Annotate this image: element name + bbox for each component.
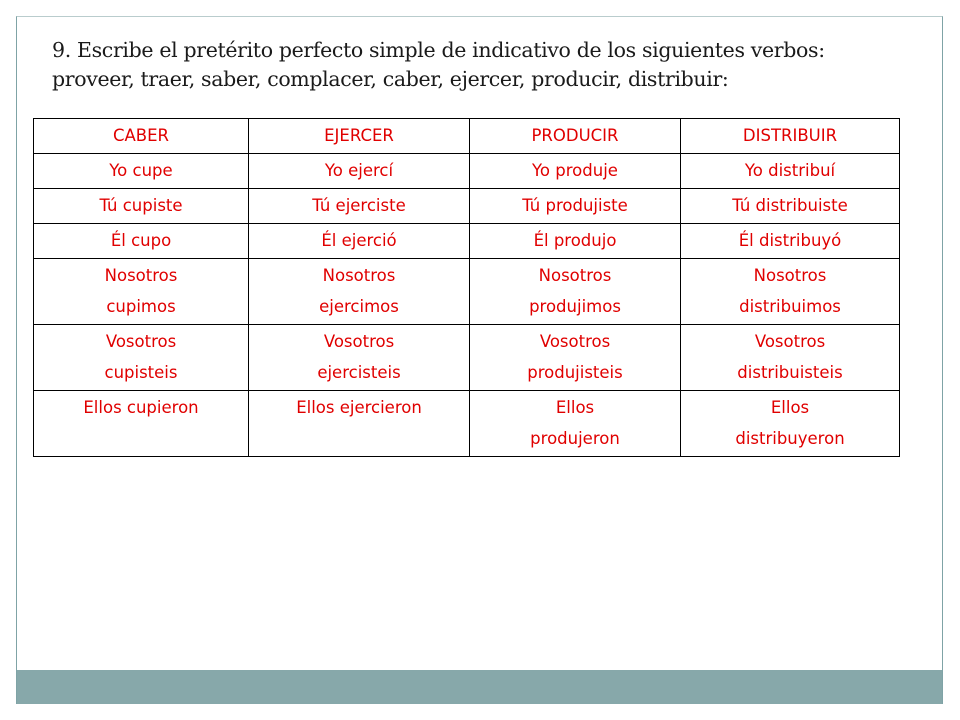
conjugation-table [33,118,900,457]
cell-distribuir-nosotros: Nosotros distribuimos [681,259,900,325]
table-row-ellos [34,391,900,457]
cell-distribuir-el: Él distribuyó [681,224,900,259]
cell-caber-tu: Tú cupiste [34,189,249,224]
cell-producir-tu: Tú produjiste [470,189,681,224]
cell-ejercer-nosotros: Nosotros ejercimos [249,259,470,325]
cell-ejercer-tu: Tú ejerciste [249,189,470,224]
cell-caber-nosotros: Nosotros cupimos [34,259,249,325]
cell-distribuir-tu: Tú distribuiste [681,189,900,224]
cell-distribuir-ellos: Ellos distribuyeron [681,391,900,457]
cell-producir-nosotros: Nosotros produjimos [470,259,681,325]
cell-distribuir-yo: Yo distribuí [681,154,900,189]
cell-caber-yo: Yo cupe [34,154,249,189]
table-header-row [34,119,900,154]
cell-ejercer-el: Él ejerció [249,224,470,259]
table-row-tu [34,189,900,224]
header-caber: CABER [34,119,249,154]
cell-ejercer-yo: Yo ejercí [249,154,470,189]
header-distribuir: DISTRIBUIR [681,119,900,154]
header-ejercer: EJERCER [249,119,470,154]
table-row-vosotros [34,325,900,391]
cell-caber-vosotros: Vosotros cupisteis [34,325,249,391]
cell-ejercer-ellos: Ellos ejercieron [249,391,470,457]
table-row-el [34,224,900,259]
header-producir: PRODUCIR [470,119,681,154]
cell-producir-ellos: Ellos produjeron [470,391,681,457]
cell-producir-vosotros: Vosotros produjisteis [470,325,681,391]
cell-ejercer-vosotros: Vosotros ejercisteis [249,325,470,391]
cell-caber-ellos: Ellos cupieron [34,391,249,457]
cell-distribuir-vosotros: Vosotros distribuisteis [681,325,900,391]
exercise-instruction: 9. Escribe el pretérito perfecto simple de indicativo de los siguientes verbos: proveer, traer, saber, complacer, caber, ejercer, producir, distribuir: [52,38,825,91]
cell-producir-yo: Yo produje [470,154,681,189]
cell-caber-el: Él cupo [34,224,249,259]
table-row-nosotros [34,259,900,325]
slide-footer-bar [17,670,942,704]
cell-producir-el: Él produjo [470,224,681,259]
table-row-yo [34,154,900,189]
